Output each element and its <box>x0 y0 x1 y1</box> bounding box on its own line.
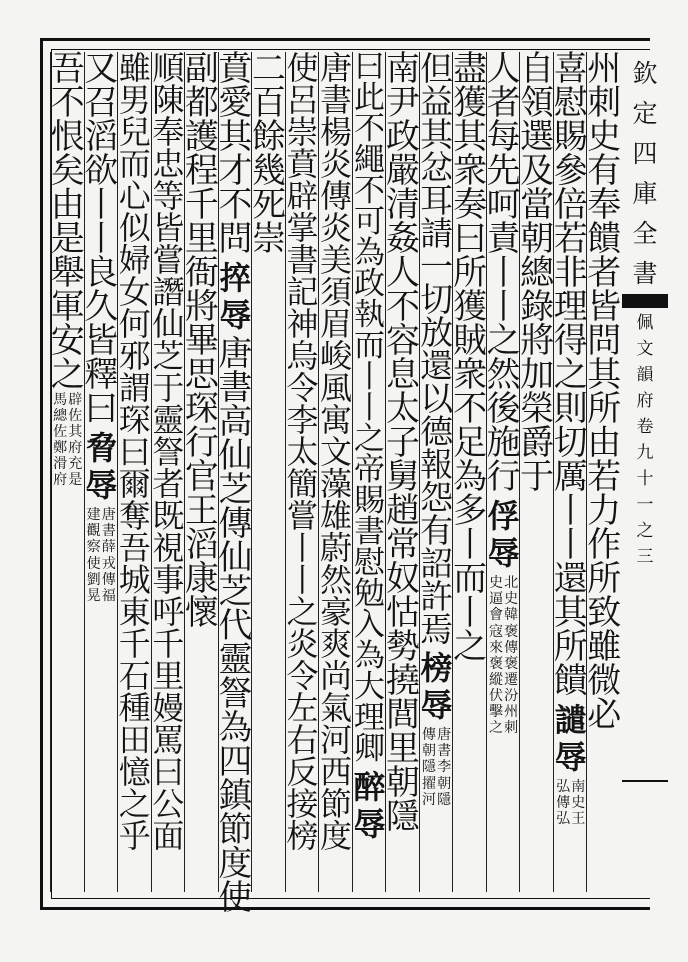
text-column <box>486 49 521 892</box>
body-text: 南 史 王 <box>571 779 586 828</box>
text-column <box>84 49 119 892</box>
body-text: 使 呂 崇 賁 辟 掌 書 記 神 烏 令 李 太 簡 嘗 丨 丨 之 炎 令 左 右 反 接 榜 <box>286 49 319 855</box>
annotation-pair <box>422 727 451 807</box>
body-text: 弘 傳 弘 <box>556 779 571 828</box>
text-column <box>419 49 454 892</box>
body-text: 但 益 其 忿 耳 請 一 切 放 還 以 德 報 怨 有 詔 許 焉 <box>420 49 454 649</box>
text-column <box>218 49 253 919</box>
body-text: 北 史 韓 褒 傳 褒 遷 汾 州 刺 <box>504 575 519 737</box>
body-text: 唐 書 楊 炎 傳 炎 美 須 眉 峻 風 寓 文 藻 雄 蔚 然 豪 爽 尚 氣 河 西 節 度 <box>319 49 352 855</box>
text-column <box>50 49 85 892</box>
heading-word: 俘 辱 <box>487 497 520 572</box>
text-column <box>586 49 622 892</box>
spine-margin <box>622 42 668 902</box>
body-text: 州 刺 史 有 奉 饋 者 皆 問 其 所 由 若 力 作 所 致 雖 微 必 <box>587 49 622 735</box>
annotation-pair <box>87 507 116 604</box>
body-text: 傳 朝 隱 擢 河 <box>421 727 437 808</box>
body-text: 馬 總 佐 鄭 滑 府 <box>53 392 68 489</box>
spine-rule <box>622 780 668 782</box>
text-column <box>519 49 555 892</box>
heading-word: 脅 辱 <box>85 429 118 504</box>
body-text: 副 都 護 程 千 里 衙 將 畢 思 琛 行 官 王 滔 康 懷 <box>184 49 219 633</box>
body-text: 建 觀 察 使 劉 晃 <box>86 507 101 604</box>
text-column <box>151 49 186 892</box>
body-text: 二 百 餘 幾 死 崇 <box>251 49 286 259</box>
body-text: 又 召 滔 欲 丨 丨 良 久 皆 釋 曰 <box>84 49 119 429</box>
body-text: 唐 書 薛 戎 傳 福 <box>101 507 116 604</box>
annotation-pair <box>53 392 82 489</box>
text-column <box>352 49 387 892</box>
body-text: 人 者 每 先 呵 責 丨 丨 之 然 後 施 行 <box>486 49 521 497</box>
annotation-pair <box>556 779 585 827</box>
annotation-pair <box>489 575 518 736</box>
body-text: 盡 獲 其 衆 奏 曰 所 獲 賊 衆 不 足 為 多 丨 而 丨 之 <box>453 49 488 667</box>
text-column <box>318 49 353 892</box>
body-text: 雖 男 兒 而 心 似 婦 女 何 邪 謂 琛 曰 爾 奪 吾 城 東 千 石 種 田 憶 之 乎 <box>118 49 151 855</box>
body-text: 吾 不 恨 矣 由 是 舉 軍 安 之 <box>50 49 85 395</box>
heading-word: 醉 辱 <box>353 768 386 843</box>
text-column <box>285 49 320 892</box>
text-column <box>385 49 421 892</box>
text-column <box>452 49 488 892</box>
body-text: 南 尹 政 嚴 清 姦 人 不 容 息 太 子 舅 趙 常 奴 怙 勢 撓 閭 里 朝 隱 <box>386 49 421 837</box>
heading-word: 捽 辱 <box>219 259 252 334</box>
body-text: 唐 書 李 朝 隱 <box>437 727 452 808</box>
spine-section: 佩 文 韻 府 卷 九 十 一 之 三 <box>636 313 654 567</box>
heading-word: 譴 辱 <box>554 701 587 776</box>
body-text: 史 逼 會 寇 來 褒 縱 伏 擊 之 <box>489 575 504 737</box>
text-column <box>251 49 286 892</box>
text-column <box>117 49 152 892</box>
text-column <box>553 49 588 892</box>
text-column <box>184 49 219 892</box>
body-text: 辟 佐 其 府 充 是 <box>68 392 83 489</box>
body-text: 喜 慰 賜 參 倍 若 非 理 得 之 則 切 厲 丨 丨 還 其 所 饋 <box>553 49 588 701</box>
body-text: 自 領 選 及 當 朝 總 錄 將 加 榮 爵 于 <box>520 49 555 497</box>
spine-title: 欽 定 四 庫 全 書 <box>632 59 658 288</box>
heading-word: 榜 辱 <box>420 649 453 724</box>
body-text: 唐 書 高 仙 芝 傳 仙 芝 代 靈 詧 為 四 鎮 節 度 使 <box>218 334 253 919</box>
body-text: 順 陳 奉 忠 等 皆 嘗 譖 仙 芝 于 靈 詧 者 既 視 事 呼 千 里 嫚 罵 曰 公 面 <box>152 49 185 855</box>
body-text: 曰 此 不 繩 不 可 為 政 執 而 丨 丨 之 帝 賜 書 慰 勉 入 為 大 理 卿 <box>354 49 385 767</box>
spine-fishtail <box>622 294 668 308</box>
body-text: 賁 愛 其 才 不 問 <box>218 49 253 259</box>
